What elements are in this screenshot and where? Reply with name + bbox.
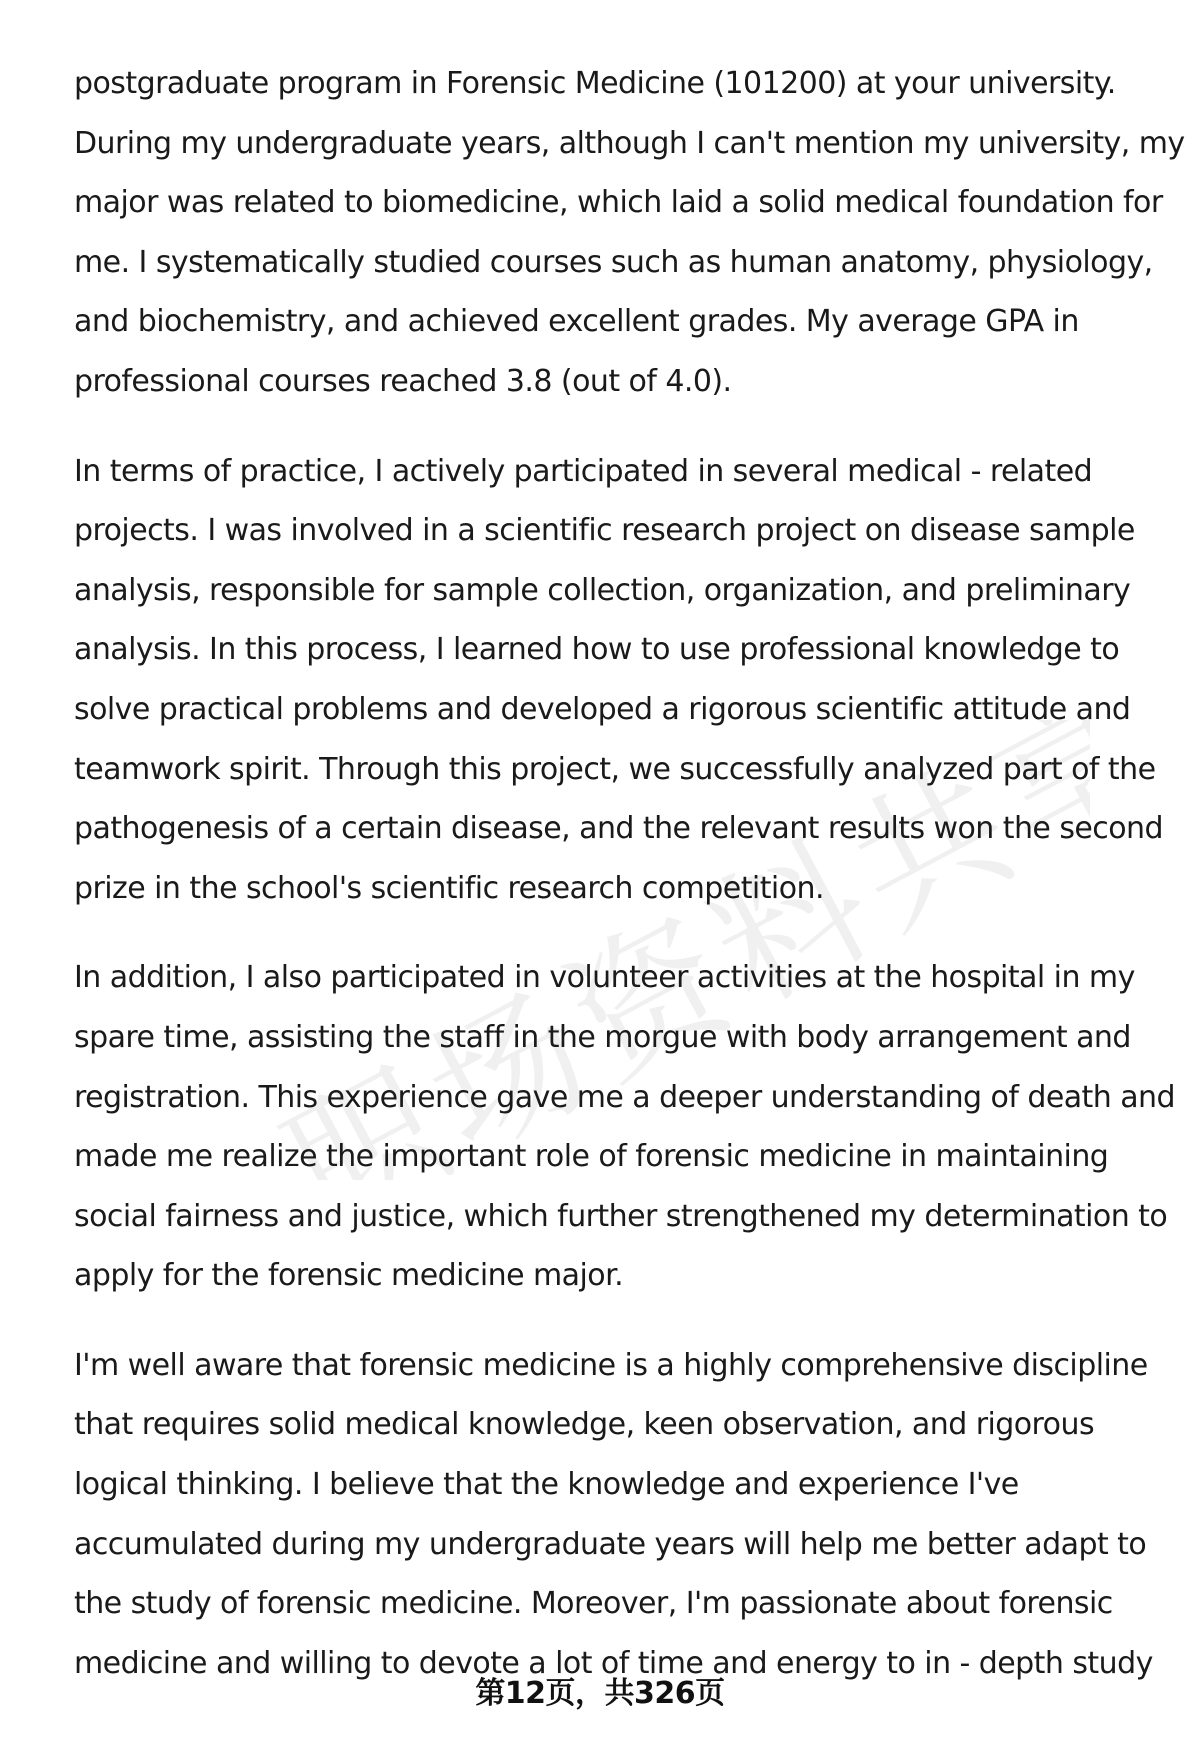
text-line: teamwork spirit. Through this project, we successfully analyzed part of the bbox=[74, 751, 1156, 787]
paragraph bbox=[74, 948, 1176, 1306]
text-line: pathogenesis of a certain disease, and the relevant results won the second bbox=[74, 811, 1164, 847]
text-line: major was related to biomedicine, which laid a solid medical foundation for bbox=[74, 185, 1163, 221]
watermark-text: 职场资料共享 bbox=[260, 720, 1090, 1180]
text-line: postgraduate program in Forensic Medicine (101200) at your university. bbox=[74, 66, 1116, 101]
text-line: registration. This experience gave me a deeper understanding of death and bbox=[74, 1079, 1176, 1115]
text-line: the study of forensic medicine. Moreover, I'm passionate about forensic bbox=[74, 1586, 1113, 1622]
text-line: In terms of practice, I actively participated in several medical - related bbox=[74, 453, 1093, 489]
text-line: made me realize the important role of forensic medicine in maintaining bbox=[74, 1139, 1109, 1175]
paragraph bbox=[74, 54, 1185, 412]
paragraph bbox=[74, 442, 1164, 919]
text-line: that requires solid medical knowledge, keen observation, and rigorous bbox=[74, 1407, 1095, 1443]
text-line: medicine and willing to devote a lot of time and energy to in - depth study bbox=[74, 1645, 1153, 1681]
document-body bbox=[74, 54, 1185, 1723]
text-line: apply for the forensic medicine major. bbox=[74, 1258, 624, 1294]
text-line: During my undergraduate years, although I can't mention my university, my bbox=[74, 125, 1185, 161]
text-line: In addition, I also participated in volunteer activities at the hospital in my bbox=[74, 960, 1135, 996]
text-line: accumulated during my undergraduate years will help me better adapt to bbox=[74, 1526, 1147, 1562]
text-line: spare time, assisting the staff in the morgue with body arrangement and bbox=[74, 1019, 1131, 1055]
text-line: I'm well aware that forensic medicine is a highly comprehensive discipline bbox=[74, 1347, 1148, 1383]
paragraph bbox=[74, 1336, 1154, 1694]
page-number-footer: 第12页，共326页 bbox=[475, 1676, 725, 1711]
text-line: social fairness and justice, which further strengthened my determination to bbox=[74, 1198, 1168, 1234]
text-line: analysis. In this process, I learned how to use professional knowledge to bbox=[74, 632, 1120, 668]
text-line: logical thinking. I believe that the knowledge and experience I've bbox=[74, 1467, 1019, 1503]
text-line: projects. I was involved in a scientific research project on disease sample bbox=[74, 513, 1135, 549]
text-line: analysis, responsible for sample collection, organization, and preliminary bbox=[74, 572, 1131, 608]
text-line: solve practical problems and developed a rigorous scientific attitude and bbox=[74, 691, 1131, 727]
text-line: and biochemistry, and achieved excellent grades. My average GPA in bbox=[74, 304, 1079, 340]
text-line: professional courses reached 3.8 (out of 4.0). bbox=[74, 363, 732, 399]
text-line: me. I systematically studied courses such as human anatomy, physiology, bbox=[74, 244, 1153, 280]
text-line: prize in the school's scientific research competition. bbox=[74, 870, 824, 906]
